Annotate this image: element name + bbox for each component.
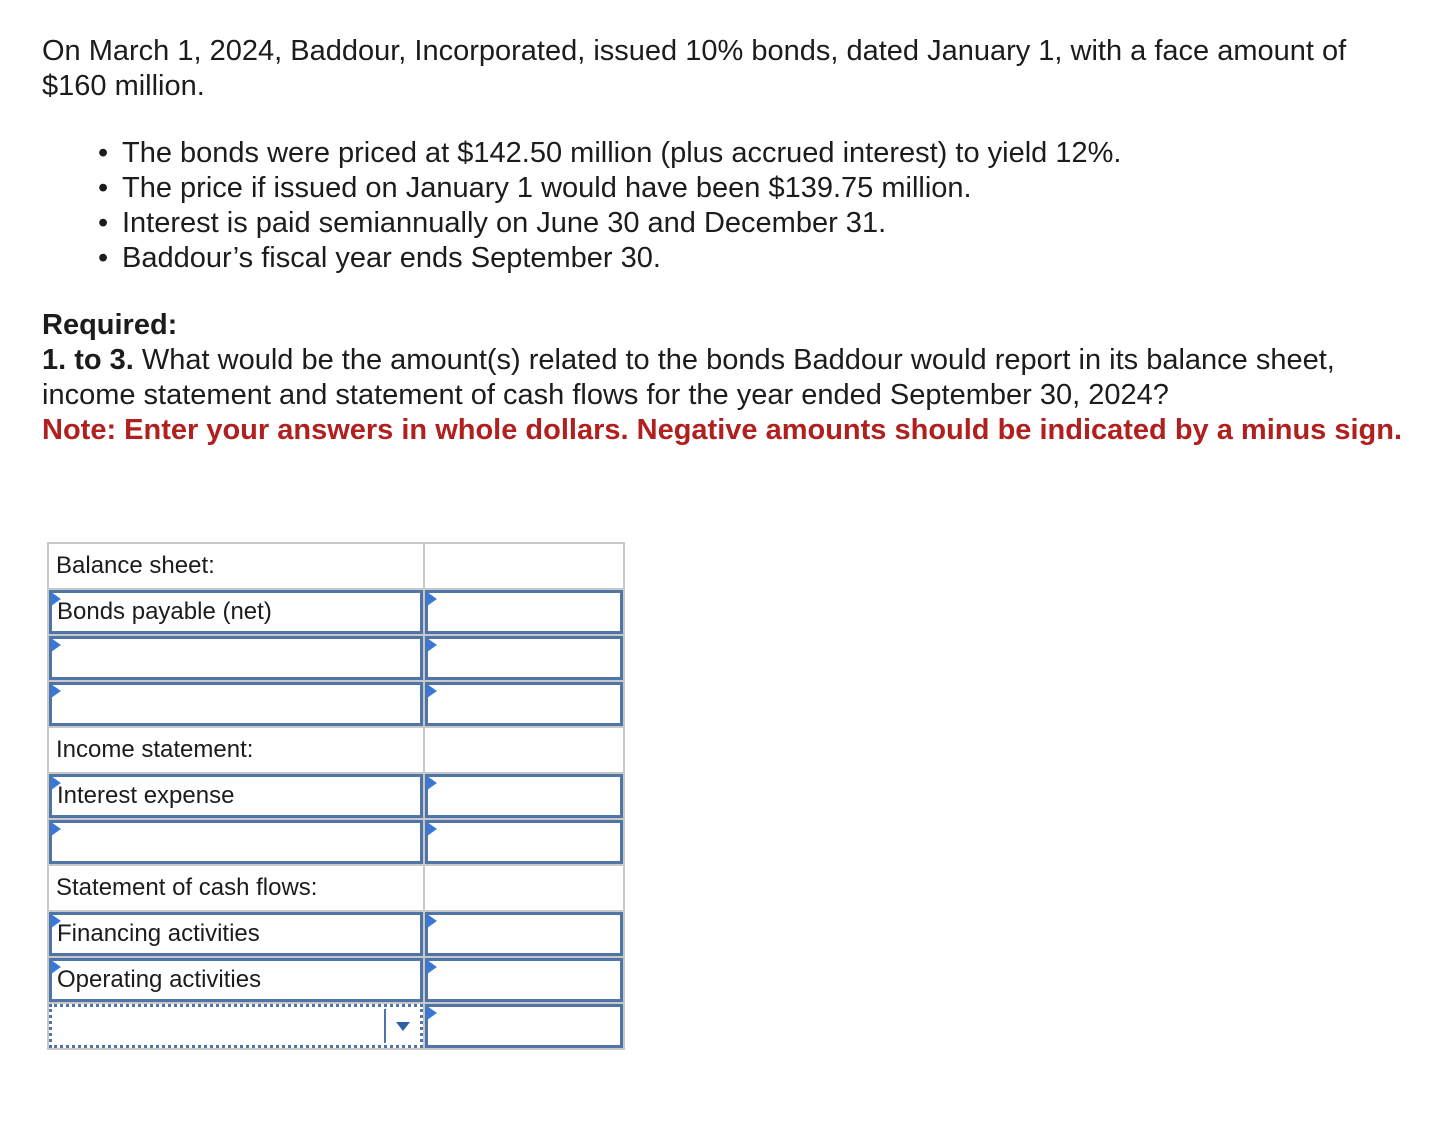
income-statement-header: Income statement: <box>56 736 254 763</box>
operating-activities-amount-input[interactable] <box>425 958 623 1002</box>
empty-cell <box>424 727 624 773</box>
value-cell <box>424 911 624 957</box>
input-marker-icon <box>427 638 437 652</box>
problem-facts-list <box>42 136 1412 276</box>
balance-sheet-amount-input-2[interactable] <box>425 636 623 680</box>
balance-sheet-header: Balance sheet: <box>56 552 215 579</box>
label-cell <box>48 1003 424 1049</box>
input-marker-icon <box>427 1006 437 1020</box>
table-row <box>48 1003 624 1049</box>
cash-flows-header: Statement of cash flows: <box>56 874 318 901</box>
instruction-note: Note: Enter your answers in whole dollars. Negative amounts should be indicated by a minus sign. <box>42 414 1403 446</box>
question-text: What would be the amount(s) related to the bonds Baddour would report in its balance sheet, income statement and statement of cash flows for the year ended September 30, 2024? <box>42 344 1335 411</box>
input-marker-icon <box>51 684 61 698</box>
required-heading: Required: <box>42 309 178 341</box>
fact-bullet: • The bonds were priced at $142.50 million (plus accrued interest) to yield 12%. <box>122 136 1412 171</box>
input-marker-icon <box>51 638 61 652</box>
empty-cell <box>424 543 624 589</box>
table-row <box>48 865 624 911</box>
financing-activities-amount-input[interactable] <box>425 912 623 956</box>
label-cell <box>48 727 424 773</box>
question <box>42 343 1412 413</box>
income-statement-label-input-2[interactable] <box>49 820 423 864</box>
interest-expense-amount-input[interactable] <box>425 774 623 818</box>
operating-activities-label: Operating activities <box>57 966 262 993</box>
fact-bullet: • Interest is paid semiannually on June 30 and December 31. <box>122 206 1412 241</box>
label-cell <box>48 543 424 589</box>
input-marker-icon <box>427 592 437 606</box>
fact-bullet: • The price if issued on January 1 would have been $139.75 million. <box>122 171 1412 206</box>
balance-sheet-amount-input-3[interactable] <box>425 682 623 726</box>
label-cell <box>48 681 424 727</box>
table-row <box>48 543 624 589</box>
table-row <box>48 635 624 681</box>
answer-table <box>47 542 625 1050</box>
balance-sheet-label-input-3[interactable] <box>49 682 423 726</box>
financing-activities-label-input[interactable] <box>49 912 423 956</box>
label-cell <box>48 865 424 911</box>
input-marker-icon <box>51 914 61 928</box>
chevron-down-icon[interactable] <box>396 1022 410 1031</box>
input-marker-icon <box>427 914 437 928</box>
value-cell <box>424 635 624 681</box>
income-statement-amount-input-2[interactable] <box>425 820 623 864</box>
label-cell <box>48 957 424 1003</box>
input-marker-icon <box>51 592 61 606</box>
input-marker-icon <box>51 822 61 836</box>
value-cell <box>424 589 624 635</box>
problem-statement <box>42 34 1412 448</box>
input-marker-icon <box>51 960 61 974</box>
bonds-payable-amount-input[interactable] <box>425 590 623 634</box>
label-cell <box>48 773 424 819</box>
value-cell <box>424 957 624 1003</box>
label-cell <box>48 819 424 865</box>
table-row <box>48 957 624 1003</box>
table-row <box>48 589 624 635</box>
label-cell <box>48 589 424 635</box>
label-cell <box>48 911 424 957</box>
problem-intro: On March 1, 2024, Baddour, Incorporated, issued 10% bonds, dated January 1, with a face amount of $160 million. <box>42 35 1347 102</box>
table-row <box>48 773 624 819</box>
bonds-payable-label: Bonds payable (net) <box>57 598 272 625</box>
input-marker-icon <box>427 684 437 698</box>
question-label: 1. to 3. <box>42 344 134 376</box>
cash-flows-amount-input-3[interactable] <box>425 1004 623 1048</box>
value-cell <box>424 773 624 819</box>
cash-flows-dropdown-select[interactable] <box>49 1004 423 1048</box>
table-row <box>48 727 624 773</box>
dropdown-divider <box>384 1009 386 1043</box>
table-row <box>48 911 624 957</box>
financing-activities-label: Financing activities <box>57 920 260 947</box>
interest-expense-label-input[interactable] <box>49 774 423 818</box>
value-cell <box>424 819 624 865</box>
empty-cell <box>424 865 624 911</box>
input-marker-icon <box>427 822 437 836</box>
input-marker-icon <box>51 776 61 790</box>
table-row <box>48 819 624 865</box>
interest-expense-label: Interest expense <box>57 782 235 809</box>
table-row <box>48 681 624 727</box>
balance-sheet-label-input-2[interactable] <box>49 636 423 680</box>
operating-activities-label-input[interactable] <box>49 958 423 1002</box>
label-cell <box>48 635 424 681</box>
value-cell <box>424 681 624 727</box>
bonds-payable-label-input[interactable] <box>49 590 423 634</box>
fact-bullet: • Baddour’s fiscal year ends September 30. <box>122 241 1412 276</box>
value-cell <box>424 1003 624 1049</box>
input-marker-icon <box>427 776 437 790</box>
input-marker-icon <box>427 960 437 974</box>
